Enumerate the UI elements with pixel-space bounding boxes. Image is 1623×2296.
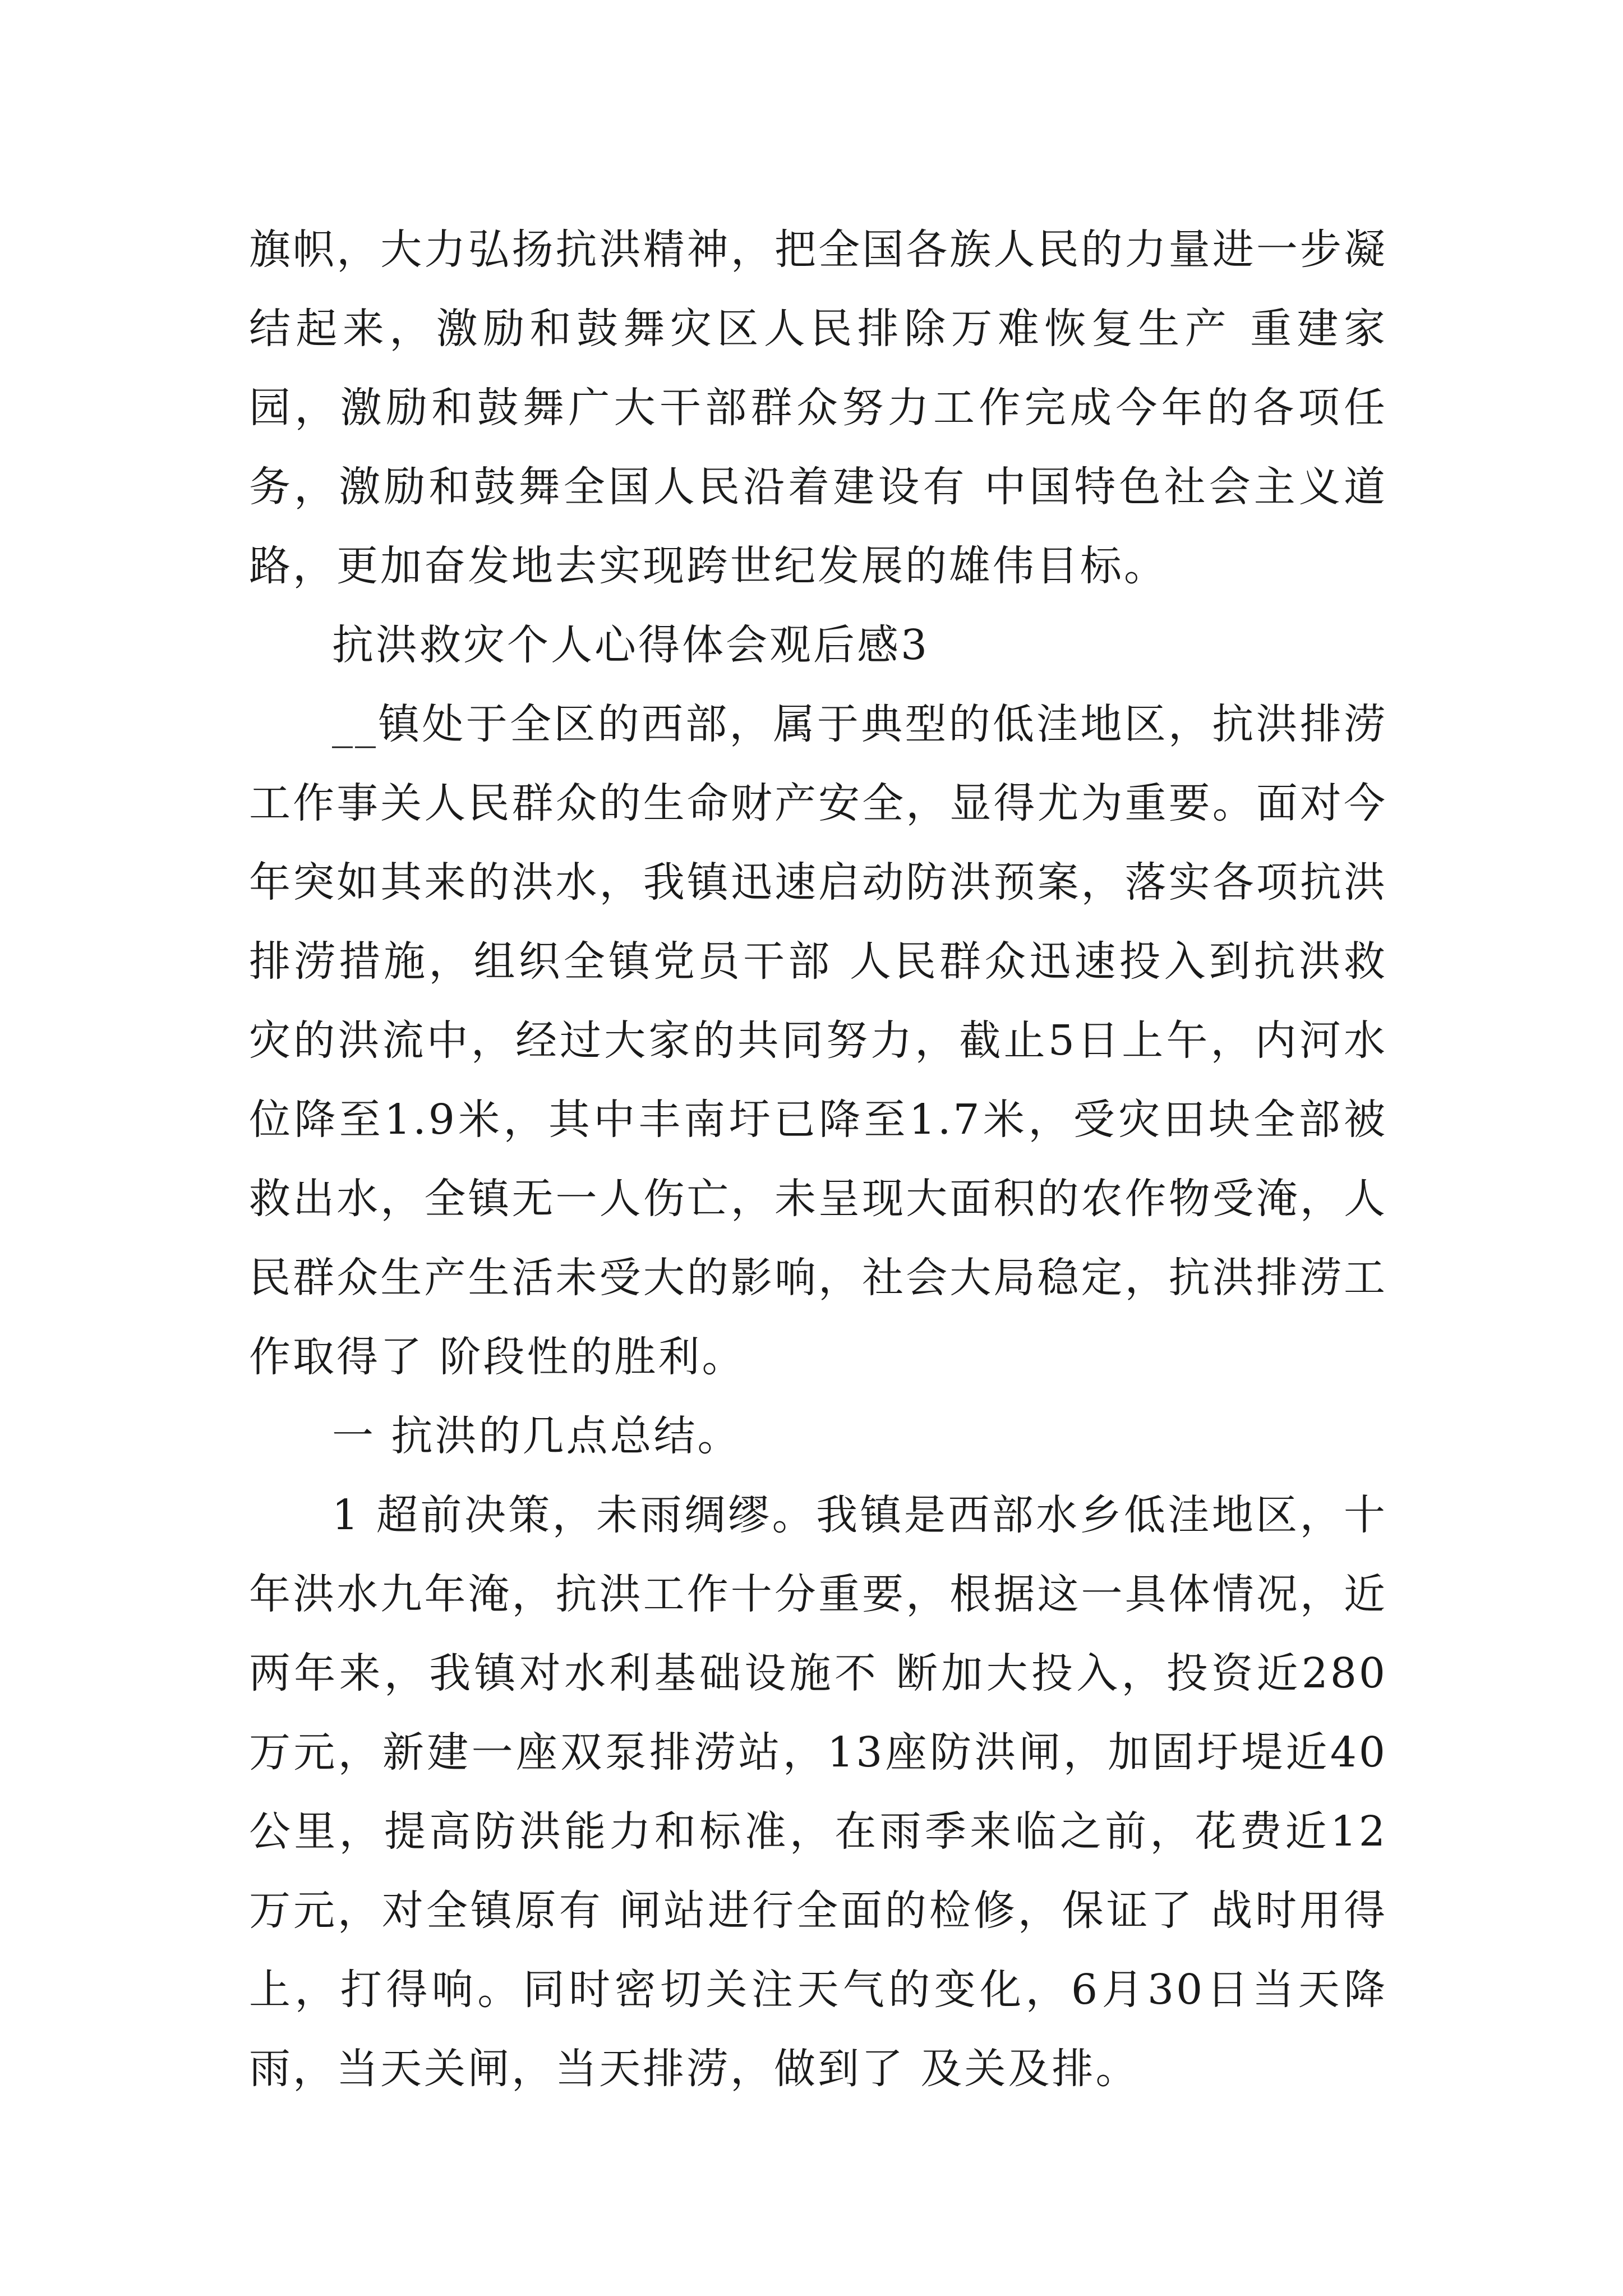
paragraph-town-overview: __镇处于全区的西部，属于典型的低洼地区，抗洪排涝工作事关人民群众的生命财产安全，显得尤为重要。面对今年突如其来的洪水，我镇迅速启动防洪预案，落实各项抗洪排涝措施，组织全镇党员干部 人民群众迅速投入到抗洪救灾的洪流中，经过大家的共同努力，截止5日上午，内河水位降至1.9米，其中丰南圩已降至1.7米，受灾田块全部被救出水，全镇无一人伤亡，未呈现大面积的农作物受淹，人民群众生产生活未受大的影响，社会大局稳定，抗洪排涝工作取得了 阶段性的胜利。 — [249, 700, 1387, 1381]
subsection-title: 一 抗洪的几点总结。 — [332, 1412, 741, 1460]
paragraph-point-1: 1 超前决策，未雨绸缪。我镇是西部水乡低洼地区，十年洪水九年淹，抗洪工作十分重要，根据这一具体情况，近两年来，我镇对水利基础设施不 断加大投入，投资近280万元，新建一座双泵排涝站，13座防洪闸，加固圩堤近40公里，提高防洪能力和标准，在雨季来临之前，花费近12万元，对全镇原有 闸站进行全面的检修，保证了 战时用得上，打得响。同时密切关注天气的变化，6月30日当天降雨，当天关闸，当天排涝，做到了 及关及排。 — [249, 1491, 1387, 2093]
paragraph-continuation: 旗帜，大力弘扬抗洪精神，把全国各族人民的力量进一步凝结起来，激励和鼓舞灾区人民排除万难恢复生产 重建家园，激励和鼓舞广大干部群众努力工作完成今年的各项任务，激励和鼓舞全国人民沿着建设有 中国特色社会主义道路，更加奋发地去实现跨世纪发展的雄伟目标。 — [249, 226, 1387, 590]
section-heading: 抗洪救灾个人心得体会观后感3 — [332, 621, 930, 669]
document-body — [249, 210, 1387, 2109]
